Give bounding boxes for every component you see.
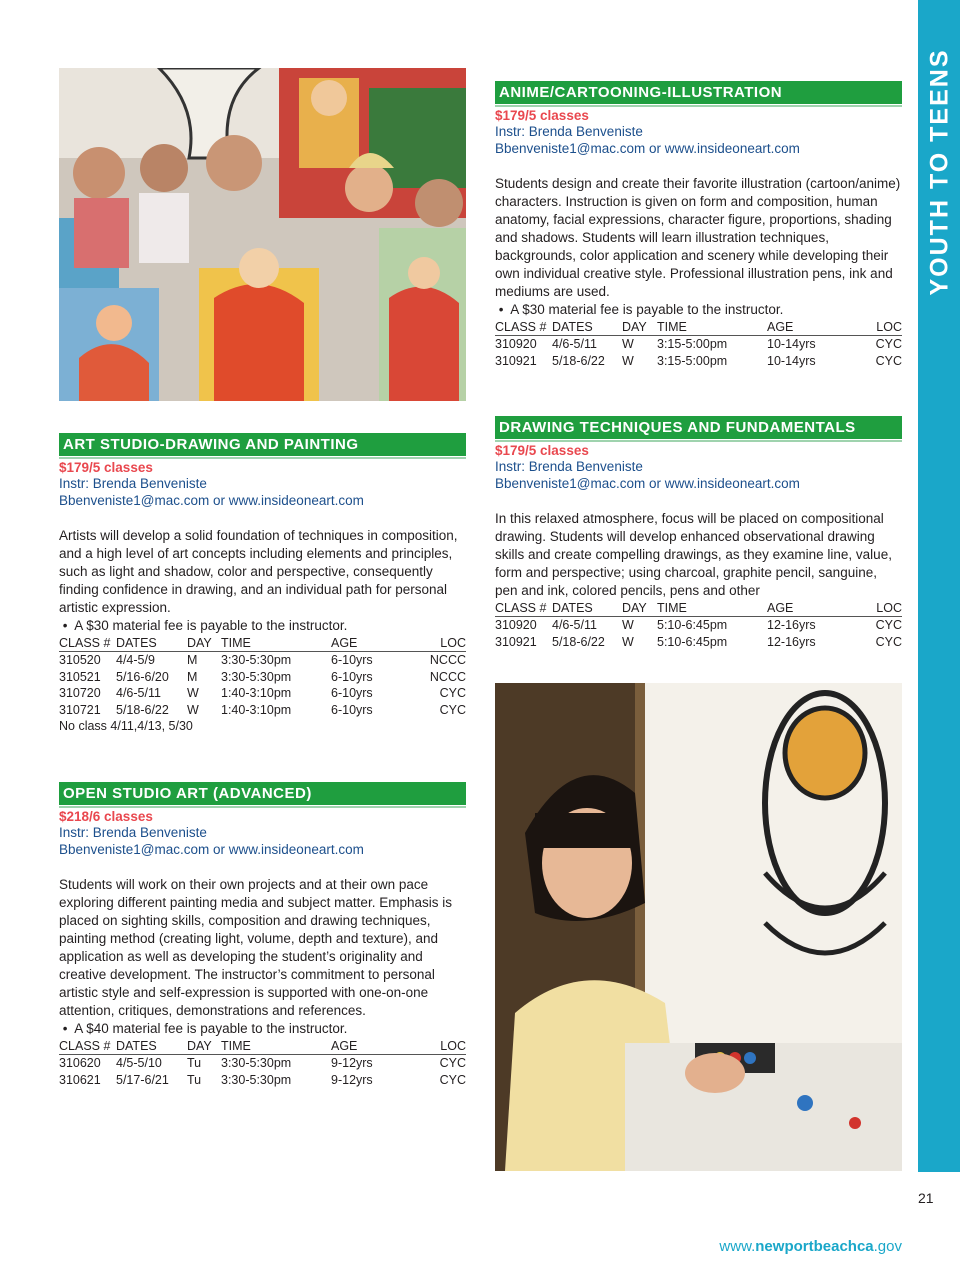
class-number: 310520 [59, 653, 101, 667]
material-fee-note: • A $40 material fee is payable to the instructor. [59, 1021, 348, 1036]
col-header: LOC [847, 600, 902, 617]
course-anime-cartooning [495, 81, 902, 369]
class-time: 3:15-5:00pm [657, 353, 728, 368]
schedule-table [495, 319, 902, 369]
class-location: CYC [439, 1072, 466, 1087]
col-header: DATES [116, 635, 187, 652]
class-age: 9-12yrs [331, 1056, 373, 1070]
no-class-note: No class 4/11,4/13, 5/30 [59, 719, 193, 733]
class-dates: 5/17-6/21 [116, 1072, 169, 1087]
website-link[interactable] [719, 1238, 902, 1255]
course-contact-link[interactable]: Bbenveniste1@mac.com or www.insideoneart.com [495, 475, 800, 491]
class-dates: 5/18-6/22 [552, 353, 605, 368]
class-location: NCCC [429, 653, 466, 667]
class-age: 9-12yrs [331, 1072, 373, 1087]
schedule-table [59, 1038, 466, 1088]
class-location: CYC [439, 1056, 466, 1070]
class-day: Tu [187, 1072, 202, 1087]
col-header: DAY [622, 600, 657, 617]
col-header: TIME [657, 600, 767, 617]
title-divider [59, 806, 466, 808]
table-row [495, 336, 902, 353]
class-day: W [622, 618, 634, 632]
schedule-table [59, 635, 466, 718]
course-title: ART STUDIO-DRAWING AND PAINTING [59, 433, 466, 456]
course-description: Students will work on their own projects and at their own pace exploring different painting media and subject matter. Emphasis is placed on sighting skills, composition and drawing techniques, painting method (creating light, volume, depth and texture), and application as well as developing the student’s originality and creative development. The instructor’s commitment to personal artistic style and self-expression is supported with one-on-one attention, critiques, demonstrations and references. [59, 877, 452, 1018]
class-age: 12-16yrs [767, 634, 816, 649]
col-header: TIME [221, 1038, 331, 1055]
course-price: $179/5 classes [59, 460, 153, 475]
class-day: M [187, 669, 198, 684]
class-dates: 4/6-5/11 [116, 686, 161, 700]
course-price: $218/6 classes [59, 809, 153, 824]
class-location: NCCC [429, 669, 466, 684]
website-prefix: www. [719, 1238, 756, 1255]
class-age: 6-10yrs [331, 653, 373, 667]
table-header-row [495, 600, 902, 617]
col-header: DATES [552, 600, 622, 617]
material-fee-text: A $30 material fee is payable to the instructor. [74, 618, 348, 633]
col-header: CLASS # [59, 635, 116, 652]
class-time: 5:10-6:45pm [657, 618, 728, 632]
col-header: LOC [411, 635, 466, 652]
class-dates: 5/18-6/22 [552, 634, 605, 649]
class-day: Tu [187, 1056, 202, 1070]
class-day: W [622, 337, 634, 351]
class-number: 310921 [495, 634, 537, 649]
class-dates: 5/18-6/22 [116, 702, 169, 717]
class-day: W [187, 702, 199, 717]
title-divider [59, 457, 466, 459]
course-title: OPEN STUDIO ART (ADVANCED) [59, 782, 466, 805]
course-description: In this relaxed atmosphere, focus will be placed on compositional drawing. Students will develop enhanced observational drawing skills and create compelling drawings, as they examine line, value, form and perspective; using charcoal, graphite pencil, sanguine, pen and ink, colored pencils, pens and other [495, 511, 892, 598]
course-open-studio [59, 782, 466, 1088]
col-header: DAY [622, 319, 657, 336]
material-fee-text: A $30 material fee is payable to the instructor. [510, 302, 784, 317]
table-row [495, 617, 902, 634]
table-row [59, 1055, 466, 1072]
col-header: AGE [331, 1038, 411, 1055]
class-number: 310521 [59, 669, 101, 684]
class-time: 3:30-5:30pm [221, 653, 292, 667]
class-dates: 5/16-6/20 [116, 669, 169, 684]
page-number: 21 [918, 1190, 934, 1206]
col-header: AGE [767, 600, 847, 617]
class-day: W [622, 634, 634, 649]
website-domain: newportbeachca [755, 1238, 874, 1255]
class-dates: 4/5-5/10 [116, 1056, 162, 1070]
website-suffix: .gov [873, 1238, 902, 1255]
course-contact-link[interactable]: Bbenveniste1@mac.com or www.insideoneart.com [495, 140, 800, 156]
course-contact-link[interactable]: Bbenveniste1@mac.com or www.insideoneart.com [59, 492, 364, 508]
col-header: CLASS # [59, 1038, 116, 1055]
class-dates: 4/6-5/11 [552, 618, 597, 632]
section-title: YOUTH TO TEENS [925, 48, 954, 296]
table-row [59, 669, 466, 686]
title-divider [495, 440, 902, 442]
material-fee-text: A $40 material fee is payable to the instructor. [74, 1021, 348, 1036]
course-title: DRAWING TECHNIQUES AND FUNDAMENTALS [495, 416, 902, 439]
class-number: 310921 [495, 353, 537, 368]
course-price: $179/5 classes [495, 443, 589, 458]
girl-painting-photo [495, 683, 902, 1171]
class-location: CYC [875, 353, 902, 368]
title-divider [495, 105, 902, 107]
course-description: Artists will develop a solid foundation of techniques in composition, and a high level of art concepts including elements and principles, such as light and shadow, color and perspective, consequently finding confidence in drawing, and an individual path for personal artistic expression. [59, 528, 458, 615]
class-number: 310720 [59, 686, 101, 700]
class-age: 6-10yrs [331, 669, 373, 684]
table-row [59, 685, 466, 702]
class-time: 3:30-5:30pm [221, 669, 292, 684]
class-number: 310620 [59, 1056, 101, 1070]
material-fee-note: • A $30 material fee is payable to the instructor. [495, 302, 784, 317]
class-location: CYC [875, 634, 902, 649]
col-header: DATES [116, 1038, 187, 1055]
col-header: LOC [411, 1038, 466, 1055]
course-contact-link[interactable]: Bbenveniste1@mac.com or www.insideoneart.com [59, 841, 364, 857]
col-header: DAY [187, 635, 221, 652]
class-number: 310920 [495, 337, 537, 351]
schedule-table [495, 600, 902, 650]
class-number: 310621 [59, 1072, 101, 1087]
class-day: M [187, 653, 198, 667]
material-fee-note: • A $30 material fee is payable to the instructor. [59, 618, 348, 633]
col-header: TIME [657, 319, 767, 336]
col-header: DATES [552, 319, 622, 336]
col-header: LOC [847, 319, 902, 336]
class-age: 10-14yrs [767, 337, 816, 351]
table-row [59, 652, 466, 669]
class-day: W [187, 686, 199, 700]
col-header: DAY [187, 1038, 221, 1055]
kids-paintings-photo [59, 68, 466, 401]
class-time: 5:10-6:45pm [657, 634, 728, 649]
class-location: CYC [875, 337, 902, 351]
table-header-row [59, 635, 466, 652]
class-dates: 4/4-5/9 [116, 653, 155, 667]
col-header: AGE [767, 319, 847, 336]
class-day: W [622, 353, 634, 368]
col-header: AGE [331, 635, 411, 652]
class-age: 10-14yrs [767, 353, 816, 368]
course-price: $179/5 classes [495, 108, 589, 123]
table-row [59, 702, 466, 719]
table-row [495, 353, 902, 370]
course-art-studio [59, 433, 466, 735]
course-instructor: Instr: Brenda Benveniste [495, 124, 643, 139]
class-location: CYC [439, 686, 466, 700]
class-time: 3:30-5:30pm [221, 1056, 292, 1070]
class-location: CYC [875, 618, 902, 632]
class-time: 3:30-5:30pm [221, 1072, 292, 1087]
class-age: 6-10yrs [331, 686, 373, 700]
course-instructor: Instr: Brenda Benveniste [59, 476, 207, 491]
class-age: 12-16yrs [767, 618, 816, 632]
table-header-row [495, 319, 902, 336]
col-header: CLASS # [495, 600, 552, 617]
col-header: CLASS # [495, 319, 552, 336]
course-instructor: Instr: Brenda Benveniste [495, 459, 643, 474]
class-number: 310920 [495, 618, 537, 632]
col-header: TIME [221, 635, 331, 652]
class-location: CYC [439, 702, 466, 717]
table-row [59, 1072, 466, 1089]
course-description: Students design and create their favorite illustration (cartoon/anime) characters. Instruction is given on form and composition, human anatomy, facial expressions, character figure, proportions, shading and shadows. Students will learn illustration techniques, backgrounds, color application and scenery while developing their own individual creative style. Professional illustration pens, ink and mediums are used. [495, 176, 901, 299]
table-header-row [59, 1038, 466, 1055]
table-row [495, 634, 902, 651]
class-number: 310721 [59, 702, 101, 717]
course-instructor: Instr: Brenda Benveniste [59, 825, 207, 840]
class-time: 3:15-5:00pm [657, 337, 728, 351]
class-time: 1:40-3:10pm [221, 686, 292, 700]
course-title: ANIME/CARTOONING-ILLUSTRATION [495, 81, 902, 104]
class-age: 6-10yrs [331, 702, 373, 717]
course-drawing-techniques [495, 416, 902, 650]
class-dates: 4/6-5/11 [552, 337, 597, 351]
class-time: 1:40-3:10pm [221, 702, 292, 717]
